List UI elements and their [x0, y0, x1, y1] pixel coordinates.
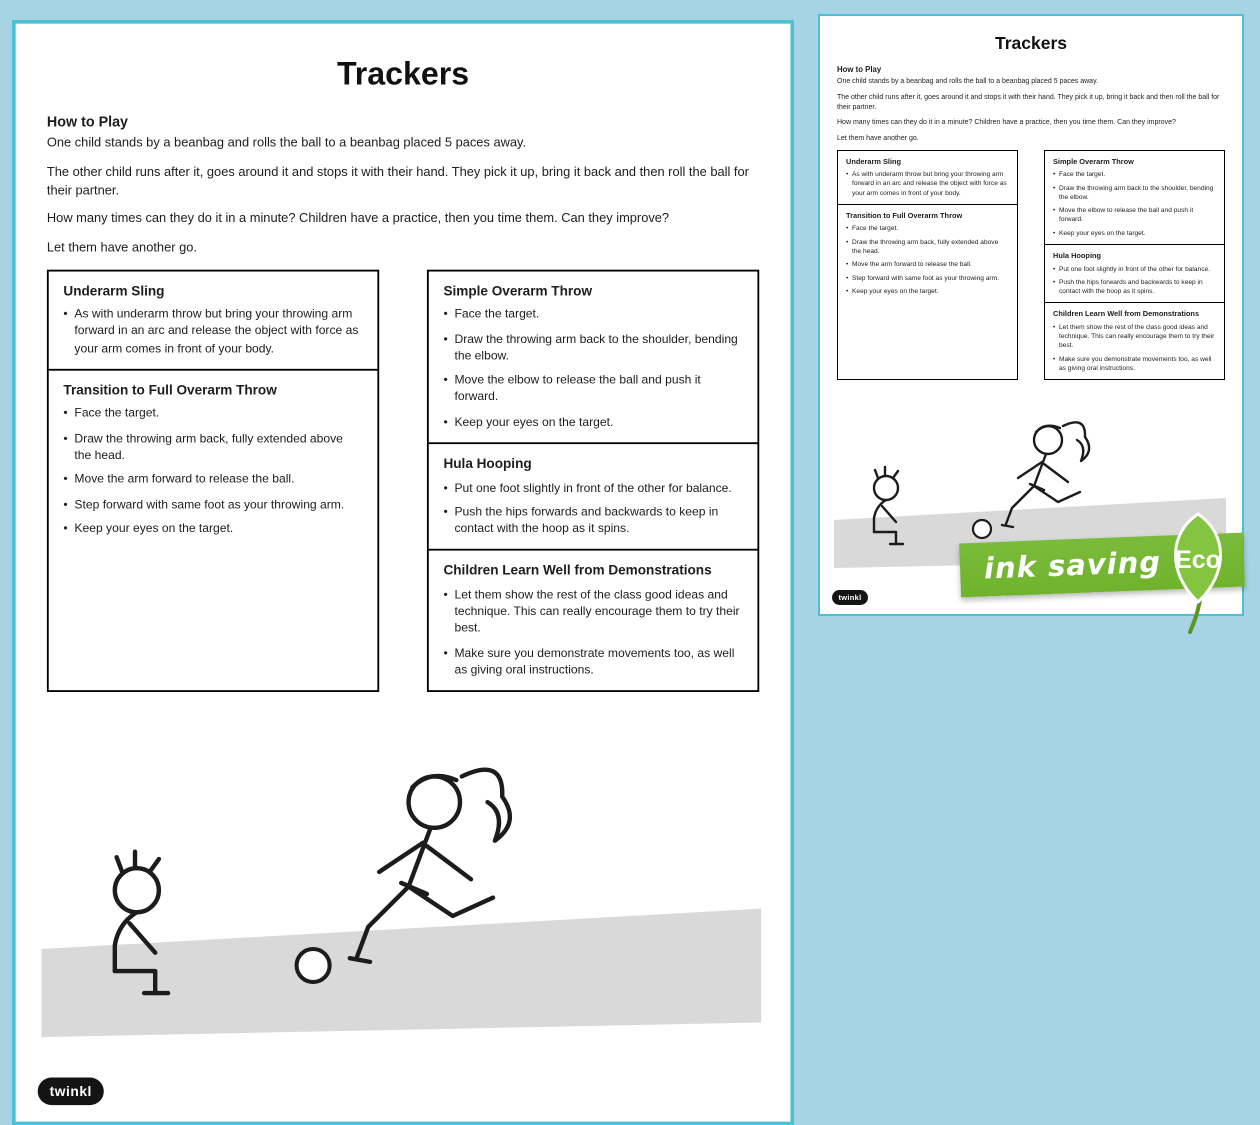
bullet-item: • Keep your eyes on the target.: [1053, 229, 1216, 238]
how-to-play-paragraph: Let them have another go.: [837, 135, 919, 143]
section-hula-hooping: [429, 442, 758, 549]
bullet-item: • Move the arm forward to release the ball.: [846, 260, 1009, 269]
bullet-item: • Draw the throwing arm back to the shoulder, bending the elbow.: [1053, 184, 1216, 202]
how-to-play-paragraph: How many times can they do it in a minute? Children have a practice, then you time them. Can they improve?: [46, 213, 670, 227]
section-simple-overarm: [429, 271, 758, 442]
bullet-item: • As with underarm throw but bring your throwing arm forward in an arc and release the object with force as your arm comes in front of your body.: [63, 307, 362, 358]
left-instruction-box: [837, 150, 1018, 381]
bullet-item: • Move the arm forward to release the ball.: [63, 472, 362, 489]
bullet-item: • Face the target.: [846, 224, 1009, 233]
section-heading: Transition to Full Overarm Throw: [846, 210, 963, 220]
bullet-item: • Move the elbow to release the ball and push it forward.: [443, 373, 742, 407]
how-to-play-paragraph: Let them have another go.: [46, 242, 197, 256]
bullet-item: • Keep your eyes on the target.: [63, 522, 362, 539]
instruction-columns: [837, 150, 1225, 381]
bullet-item: • Push the hips forwards and backwards to keep in contact with the hoop as it spins.: [1053, 278, 1216, 296]
bullet-list: [1053, 265, 1216, 297]
bullet-item: • Face the target.: [443, 307, 742, 324]
bullet-item: • Step forward with same foot as your throwing arm.: [63, 497, 362, 514]
section-heading: Transition to Full Overarm Throw: [63, 381, 277, 398]
bullet-item: • Face the target.: [1053, 170, 1216, 179]
bullet-list: [1053, 323, 1216, 373]
children-playing-illustration: [41, 747, 761, 1070]
section-heading: Children Learn Well from Demonstrations: [443, 562, 712, 579]
bullet-item: • Put one foot slightly in front of the other for balance.: [1053, 265, 1216, 274]
twinkl-logo: twinkl: [38, 1078, 104, 1106]
eco-leaf-icon: [1154, 512, 1242, 634]
bullet-list: [1053, 170, 1216, 238]
bullet-list: [846, 224, 1009, 296]
section-heading: Simple Overarm Throw: [1053, 156, 1134, 166]
bullet-item: • Draw the throwing arm back to the shoulder, bending the elbow.: [443, 331, 742, 365]
section-demonstrations: [429, 550, 758, 691]
bullet-list: [63, 406, 362, 538]
worksheet-page-zoomed: [12, 20, 795, 1100]
section-heading: Hula Hooping: [443, 455, 532, 472]
instruction-columns: [47, 269, 759, 692]
bullet-item: • Move the elbow to release the ball and push it forward.: [1053, 206, 1216, 224]
bullet-item: • Make sure you demonstrate movements too, as well as giving oral instructions.: [443, 646, 742, 680]
section-heading: Underarm Sling: [63, 282, 165, 299]
bullet-item: • Keep your eyes on the target.: [443, 414, 742, 431]
bullet-item: • Keep your eyes on the target.: [846, 287, 1009, 296]
bullet-list: [443, 587, 742, 679]
ball: [297, 949, 330, 982]
section-hula-hooping: [1045, 244, 1224, 302]
bullet-item: • Put one foot slightly in front of the other for balance.: [443, 480, 742, 497]
how-to-play-paragraph: One child stands by a beanbag and rolls the ball to a beanbag placed 5 paces away.: [837, 78, 1098, 85]
ink-saving-label: ink saving: [983, 544, 1162, 586]
bullet-list: [63, 307, 362, 358]
how-to-play-paragraph: How many times can they do it in a minute? Children have a practice, then you time them. Can they improve?: [837, 119, 1176, 127]
twinkl-logo: twinkl: [832, 590, 868, 605]
section-heading: Simple Overarm Throw: [443, 282, 593, 299]
how-to-play-paragraph: One child stands by a beanbag and rolls the ball to a beanbag placed 5 paces away.: [46, 137, 527, 151]
left-instruction-box: [47, 269, 379, 692]
bullet-item: • Let them show the rest of the class good ideas and technique. This can really encourage them to try their best.: [1053, 323, 1216, 351]
bullet-item: • Draw the throwing arm back, fully extended above the head.: [846, 238, 1009, 256]
page-title: Trackers: [336, 54, 470, 92]
bullet-item: • Draw the throwing arm back, fully extended above the head.: [63, 431, 362, 465]
how-to-play-paragraph: The other child runs after it, goes around it and stops it with their hand. They pick it up, bring it back and then roll the ball for their partner.: [837, 93, 1220, 111]
worksheet-sheet: [12, 20, 794, 1125]
ink-saving-badge: [958, 528, 1260, 630]
bullet-item: • Let them show the rest of the class good ideas and technique. This can really encourage them to try their best.: [443, 587, 742, 638]
bullet-item: • Make sure you demonstrate movements too, as well as giving oral instructions.: [1053, 355, 1216, 373]
section-underarm-sling: [49, 271, 378, 369]
bullet-item: • As with underarm throw but bring your throwing arm forward in an arc and release the object with force as your arm comes in front of your body.: [846, 170, 1009, 198]
bullet-item: • Step forward with same foot as your throwing arm.: [846, 274, 1009, 283]
section-heading: Children Learn Well from Demonstrations: [1053, 309, 1200, 319]
section-heading: Hula Hooping: [1053, 251, 1102, 261]
eco-leaf-label: Eco: [1175, 546, 1221, 574]
section-transition-full-overarm: [49, 369, 378, 550]
how-to-play-paragraph: The other child runs after it, goes around it and stops it with their hand. They pick it up, bring it back and then roll the ball for their partner.: [46, 166, 749, 198]
page-title: Trackers: [994, 33, 1067, 53]
section-underarm-sling: [838, 151, 1017, 204]
how-to-play-heading: How to Play: [837, 65, 882, 74]
bullet-list: [846, 170, 1009, 198]
bullet-list: [443, 480, 742, 538]
right-instruction-box: [1044, 150, 1225, 381]
section-simple-overarm: [1045, 151, 1224, 244]
right-instruction-box: [427, 269, 759, 692]
section-heading: Underarm Sling: [846, 156, 902, 166]
section-transition-full-overarm: [838, 204, 1017, 303]
bullet-item: • Face the target.: [63, 406, 362, 423]
how-to-play-heading: How to Play: [46, 113, 129, 131]
bullet-item: • Push the hips forwards and backwards to keep in contact with the hoop as it spins.: [443, 505, 742, 539]
section-demonstrations: [1045, 302, 1224, 379]
bullet-list: [443, 307, 742, 432]
